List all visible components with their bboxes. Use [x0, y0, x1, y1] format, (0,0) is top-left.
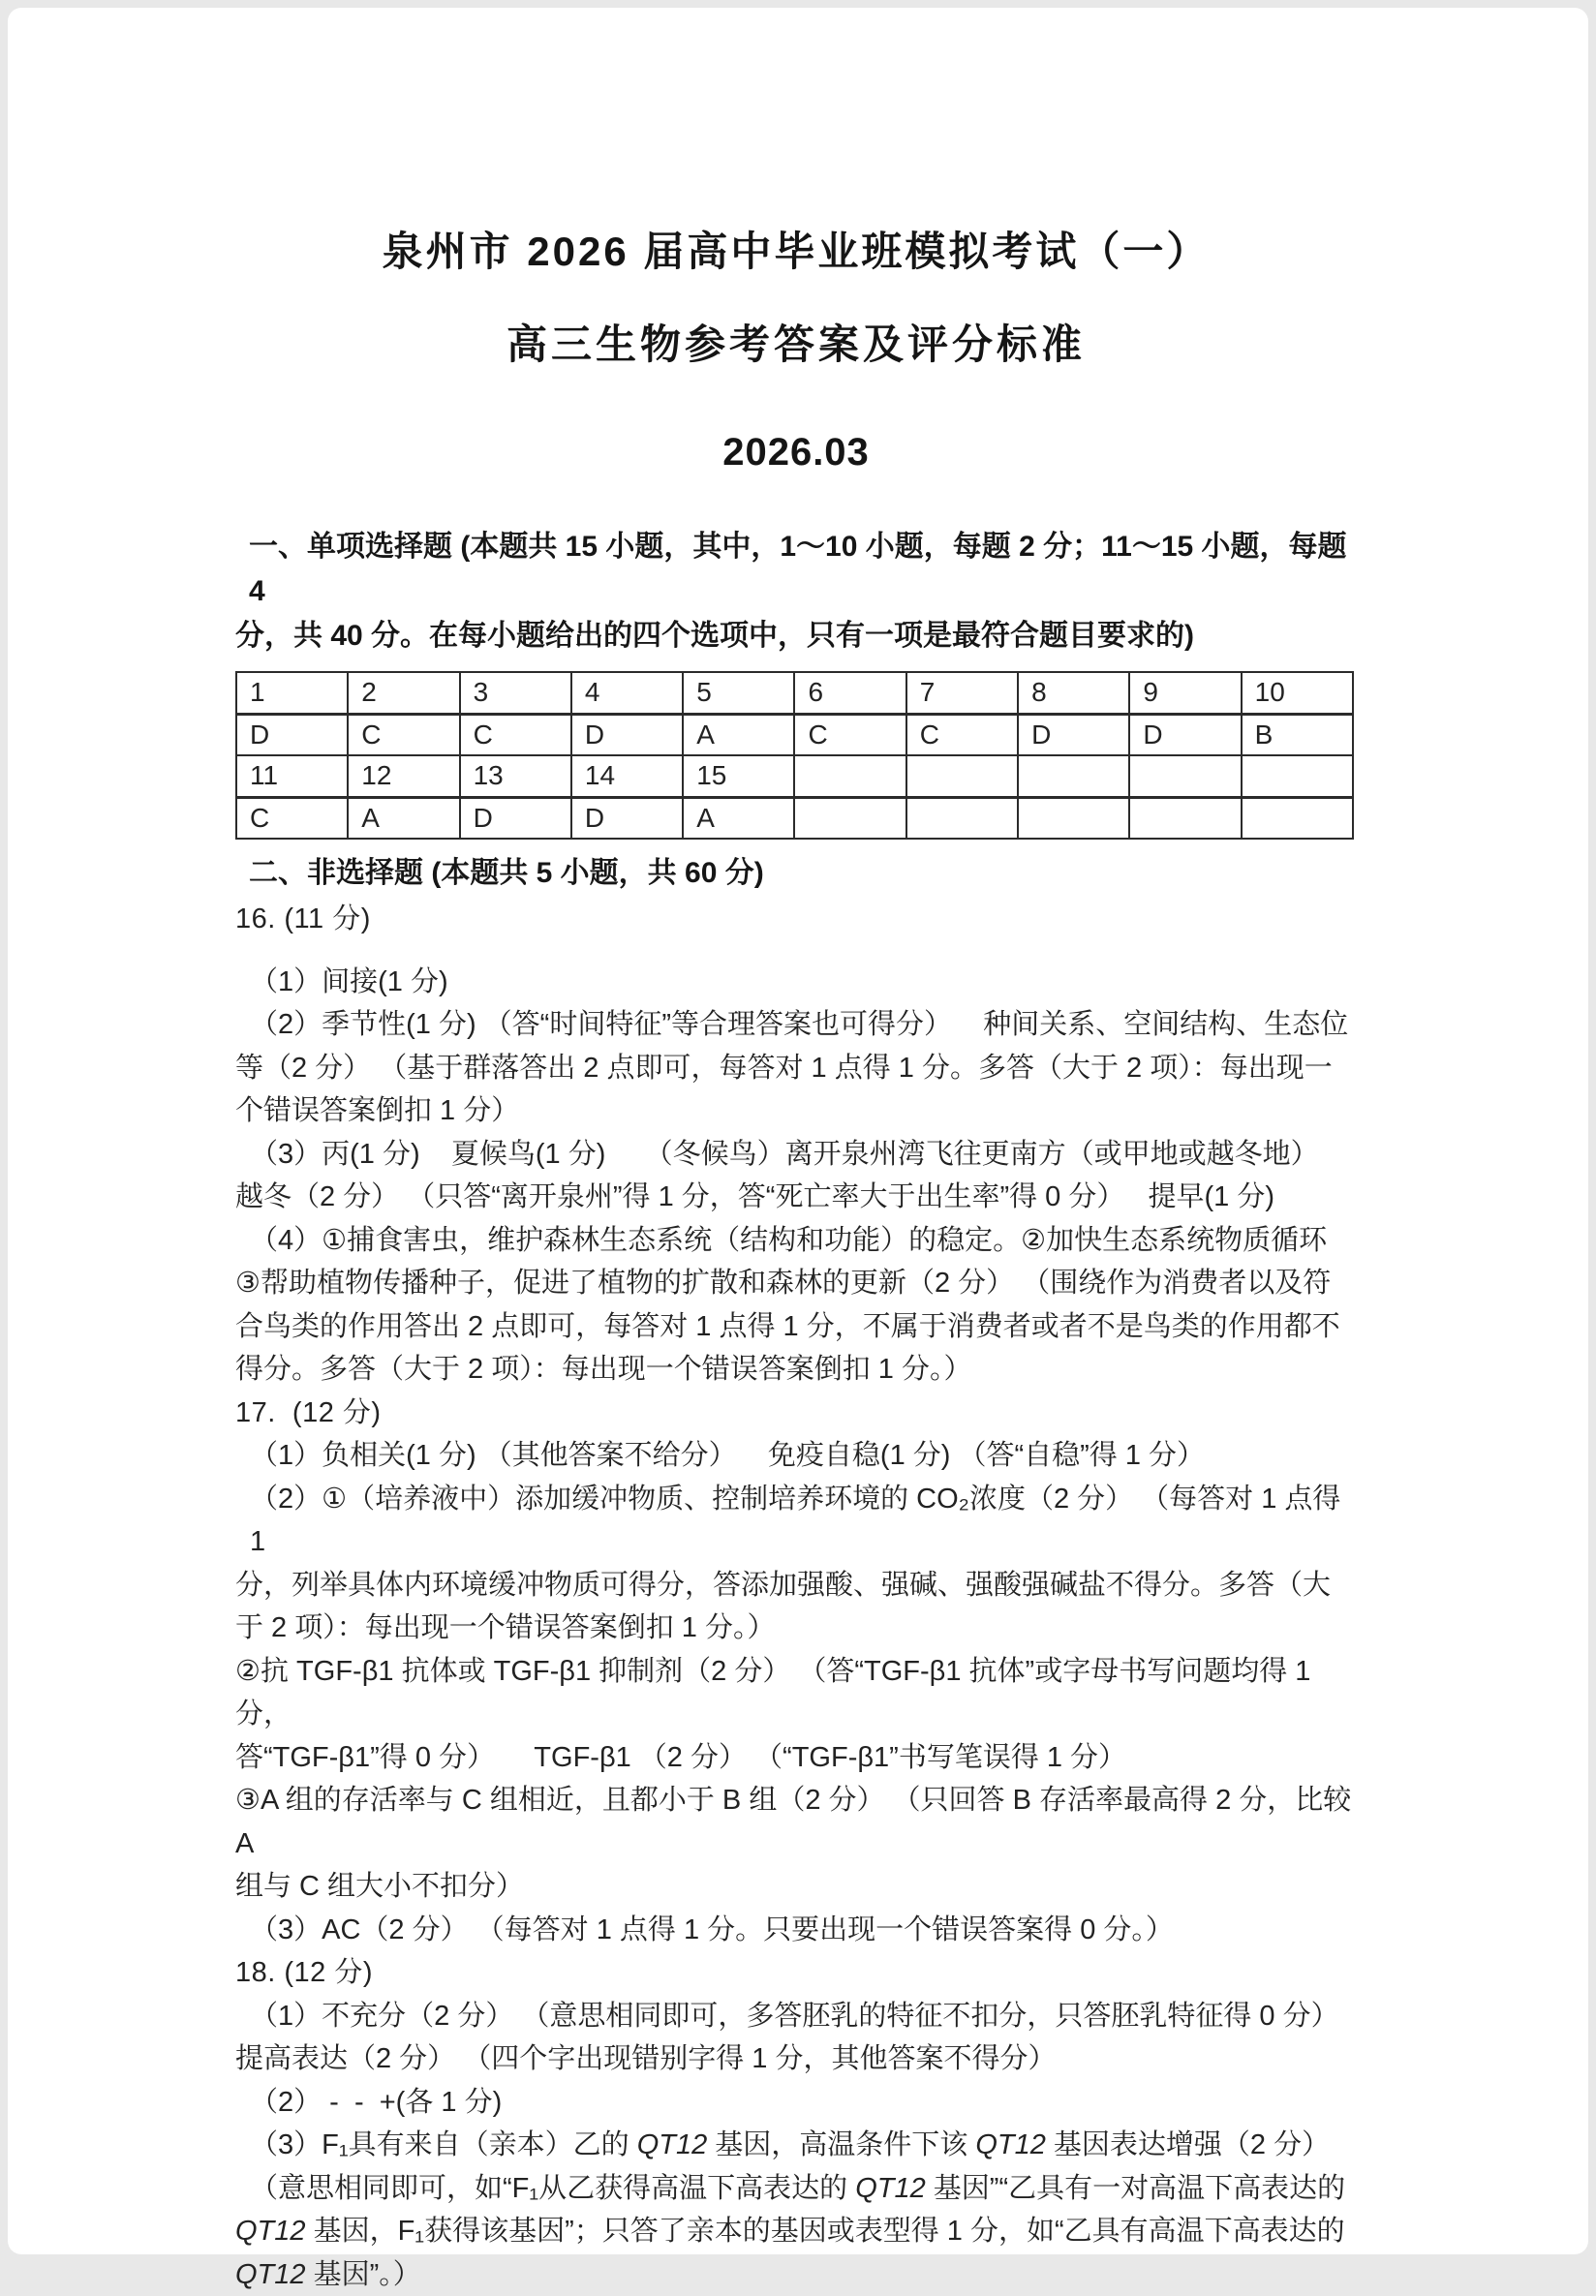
answer-line: （1）间接(1 分)	[235, 961, 1357, 1004]
answer-line: （2）季节性(1 分) （答“时间特征”等合理答案也可得分） 种间关系、空间结构、生态位	[235, 1003, 1357, 1047]
answer-line: 提高表达（2 分） （四个字出现错别字得 1 分，其他答案不得分）	[235, 2037, 1357, 2081]
section1-heading-line: 分，共 40 分。在每小题给出的四个选项中，只有一项是最符合题目要求的)	[235, 614, 1357, 658]
answer-cell	[906, 797, 1018, 839]
table-row	[236, 797, 1353, 839]
question-number-cell: 7	[906, 672, 1018, 714]
answer-line: 合鸟类的作用答出 2 点即可，每答对 1 点得 1 分，不属于消费者或者不是鸟类的作用都不	[235, 1305, 1357, 1349]
answer-line: （3）AC（2 分） （每答对 1 点得 1 分。只要出现一个错误答案得 0 分。）	[235, 1909, 1357, 1952]
answer-line: 17. (12 分)	[235, 1392, 1357, 1435]
answer-line: 16. (11 分)	[235, 898, 1357, 941]
question-number-cell	[1242, 755, 1353, 797]
answer-line: （意思相同即可，如“F₁从乙获得高温下高表达的 QT12 基因”“乙具有一对高温下高表达的	[235, 2167, 1357, 2211]
question-number-cell	[794, 755, 905, 797]
answer-line: （3）F₁具有来自（亲本）乙的 QT12 基因，高温条件下该 QT12 基因表达增强（2 分）	[235, 2124, 1357, 2167]
answer-cell: D	[1018, 714, 1129, 755]
answer-cell: B	[1242, 714, 1353, 755]
question-number-cell	[906, 755, 1018, 797]
answer-table-body	[236, 672, 1353, 839]
question-number-cell: 10	[1242, 672, 1353, 714]
answer-cell: C	[906, 714, 1018, 755]
answer-line: 18. (12 分)	[235, 1951, 1357, 1995]
answer-body	[235, 898, 1357, 2296]
answer-cell: C	[348, 714, 459, 755]
answer-line: 于 2 项）：每出现一个错误答案倒扣 1 分。）	[235, 1607, 1357, 1650]
question-number-cell: 15	[683, 755, 794, 797]
question-number-cell: 2	[348, 672, 459, 714]
document-page	[8, 8, 1588, 2254]
question-number-cell: 8	[1018, 672, 1129, 714]
page-title: 泉州市 2026 届高中毕业班模拟考试（一）	[235, 8, 1357, 279]
answer-cell: D	[571, 797, 683, 839]
question-number-cell: 1	[236, 672, 348, 714]
question-number-cell: 14	[571, 755, 683, 797]
answer-line: 越冬（2 分） （只答“离开泉州”得 1 分，答“死亡率大于出生率”得 0 分） 提早(1 分)	[235, 1176, 1357, 1219]
table-row	[236, 755, 1353, 797]
answer-cell: A	[683, 714, 794, 755]
answer-cell	[794, 797, 905, 839]
answer-cell: C	[794, 714, 905, 755]
answer-cell: D	[236, 714, 348, 755]
page-subtitle: 高三生物参考答案及评分标准	[235, 318, 1357, 372]
answer-line: （2）①（培养液中）添加缓冲物质、控制培养环境的 CO₂浓度（2 分） （每答对 1 点得 1	[235, 1478, 1357, 1564]
answer-line: ②抗 TGF-β1 抗体或 TGF-β1 抑制剂（2 分） （答“TGF-β1 抗体”或字母书写问题均得 1 分，	[235, 1650, 1357, 1736]
answer-line: QT12 基因，F₁获得该基因”；只答了亲本的基因或表型得 1 分，如“乙具有高温下高表达的	[235, 2210, 1357, 2253]
section2-heading: 二、非选择题 (本题共 5 小题，共 60 分)	[235, 851, 1357, 896]
answer-cell: D	[1129, 714, 1241, 755]
answer-table	[235, 671, 1354, 840]
table-row	[236, 714, 1353, 755]
answer-cell: C	[236, 797, 348, 839]
question-number-cell: 11	[236, 755, 348, 797]
answer-line: ③A 组的存活率与 C 组相近，且都小于 B 组（2 分） （只回答 B 存活率最高得 2 分，比较 A	[235, 1779, 1357, 1865]
answer-cell: C	[460, 714, 571, 755]
answer-line: （1）不充分（2 分） （意思相同即可，多答胚乳的特征不扣分，只答胚乳特征得 0 分）	[235, 1995, 1357, 2038]
answer-line: （4）①捕食害虫，维护森林生态系统（结构和功能）的稳定。②加快生态系统物质循环	[235, 1219, 1357, 1263]
answer-line: （1）负相关(1 分) （其他答案不给分） 免疫自稳(1 分) （答“自稳”得 1 分）	[235, 1434, 1357, 1478]
section1-heading-line: 一、单项选择题 (本题共 15 小题，其中，1～10 小题，每题 2 分；11～15 小题，每题 4	[235, 525, 1357, 614]
answer-line: 组与 C 组大小不扣分）	[235, 1865, 1357, 1909]
answer-cell: D	[460, 797, 571, 839]
question-number-cell	[1129, 755, 1241, 797]
section1-heading	[235, 525, 1357, 658]
question-number-cell: 12	[348, 755, 459, 797]
answer-line: 分，列举具体内环境缓冲物质可得分，答添加强酸、强碱、强酸强碱盐不得分。多答（大	[235, 1564, 1357, 1607]
answer-line: QT12 基因”。）	[235, 2253, 1357, 2296]
question-number-cell: 5	[683, 672, 794, 714]
document-content	[235, 8, 1357, 2296]
answer-line: 答“TGF-β1”得 0 分） TGF-β1 （2 分） （“TGF-β1”书写笔误得 1 分）	[235, 1736, 1357, 1780]
question-number-cell: 3	[460, 672, 571, 714]
table-row	[236, 672, 1353, 714]
answer-line: 得分。多答（大于 2 项）：每出现一个错误答案倒扣 1 分。）	[235, 1348, 1357, 1392]
question-number-cell: 9	[1129, 672, 1241, 714]
answer-cell	[1129, 797, 1241, 839]
answer-line: 个错误答案倒扣 1 分）	[235, 1089, 1357, 1133]
question-number-cell	[1018, 755, 1129, 797]
question-number-cell: 4	[571, 672, 683, 714]
answer-line: （2） - - +(各 1 分)	[235, 2081, 1357, 2125]
answer-cell: A	[348, 797, 459, 839]
answer-cell: D	[571, 714, 683, 755]
question-number-cell: 13	[460, 755, 571, 797]
answer-line: ③帮助植物传播种子，促进了植物的扩散和森林的更新（2 分） （围绕作为消费者以及符	[235, 1262, 1357, 1305]
answer-cell	[1242, 797, 1353, 839]
answer-cell	[1018, 797, 1129, 839]
exam-date: 2026.03	[235, 428, 1357, 476]
answer-cell: A	[683, 797, 794, 839]
question-number-cell: 6	[794, 672, 905, 714]
answer-line: （3）丙(1 分) 夏候鸟(1 分) （冬候鸟）离开泉州湾飞往更南方（或甲地或越冬地）	[235, 1133, 1357, 1177]
answer-line: 等（2 分） （基于群落答出 2 点即可，每答对 1 点得 1 分。多答（大于 2 项）：每出现一	[235, 1047, 1357, 1090]
